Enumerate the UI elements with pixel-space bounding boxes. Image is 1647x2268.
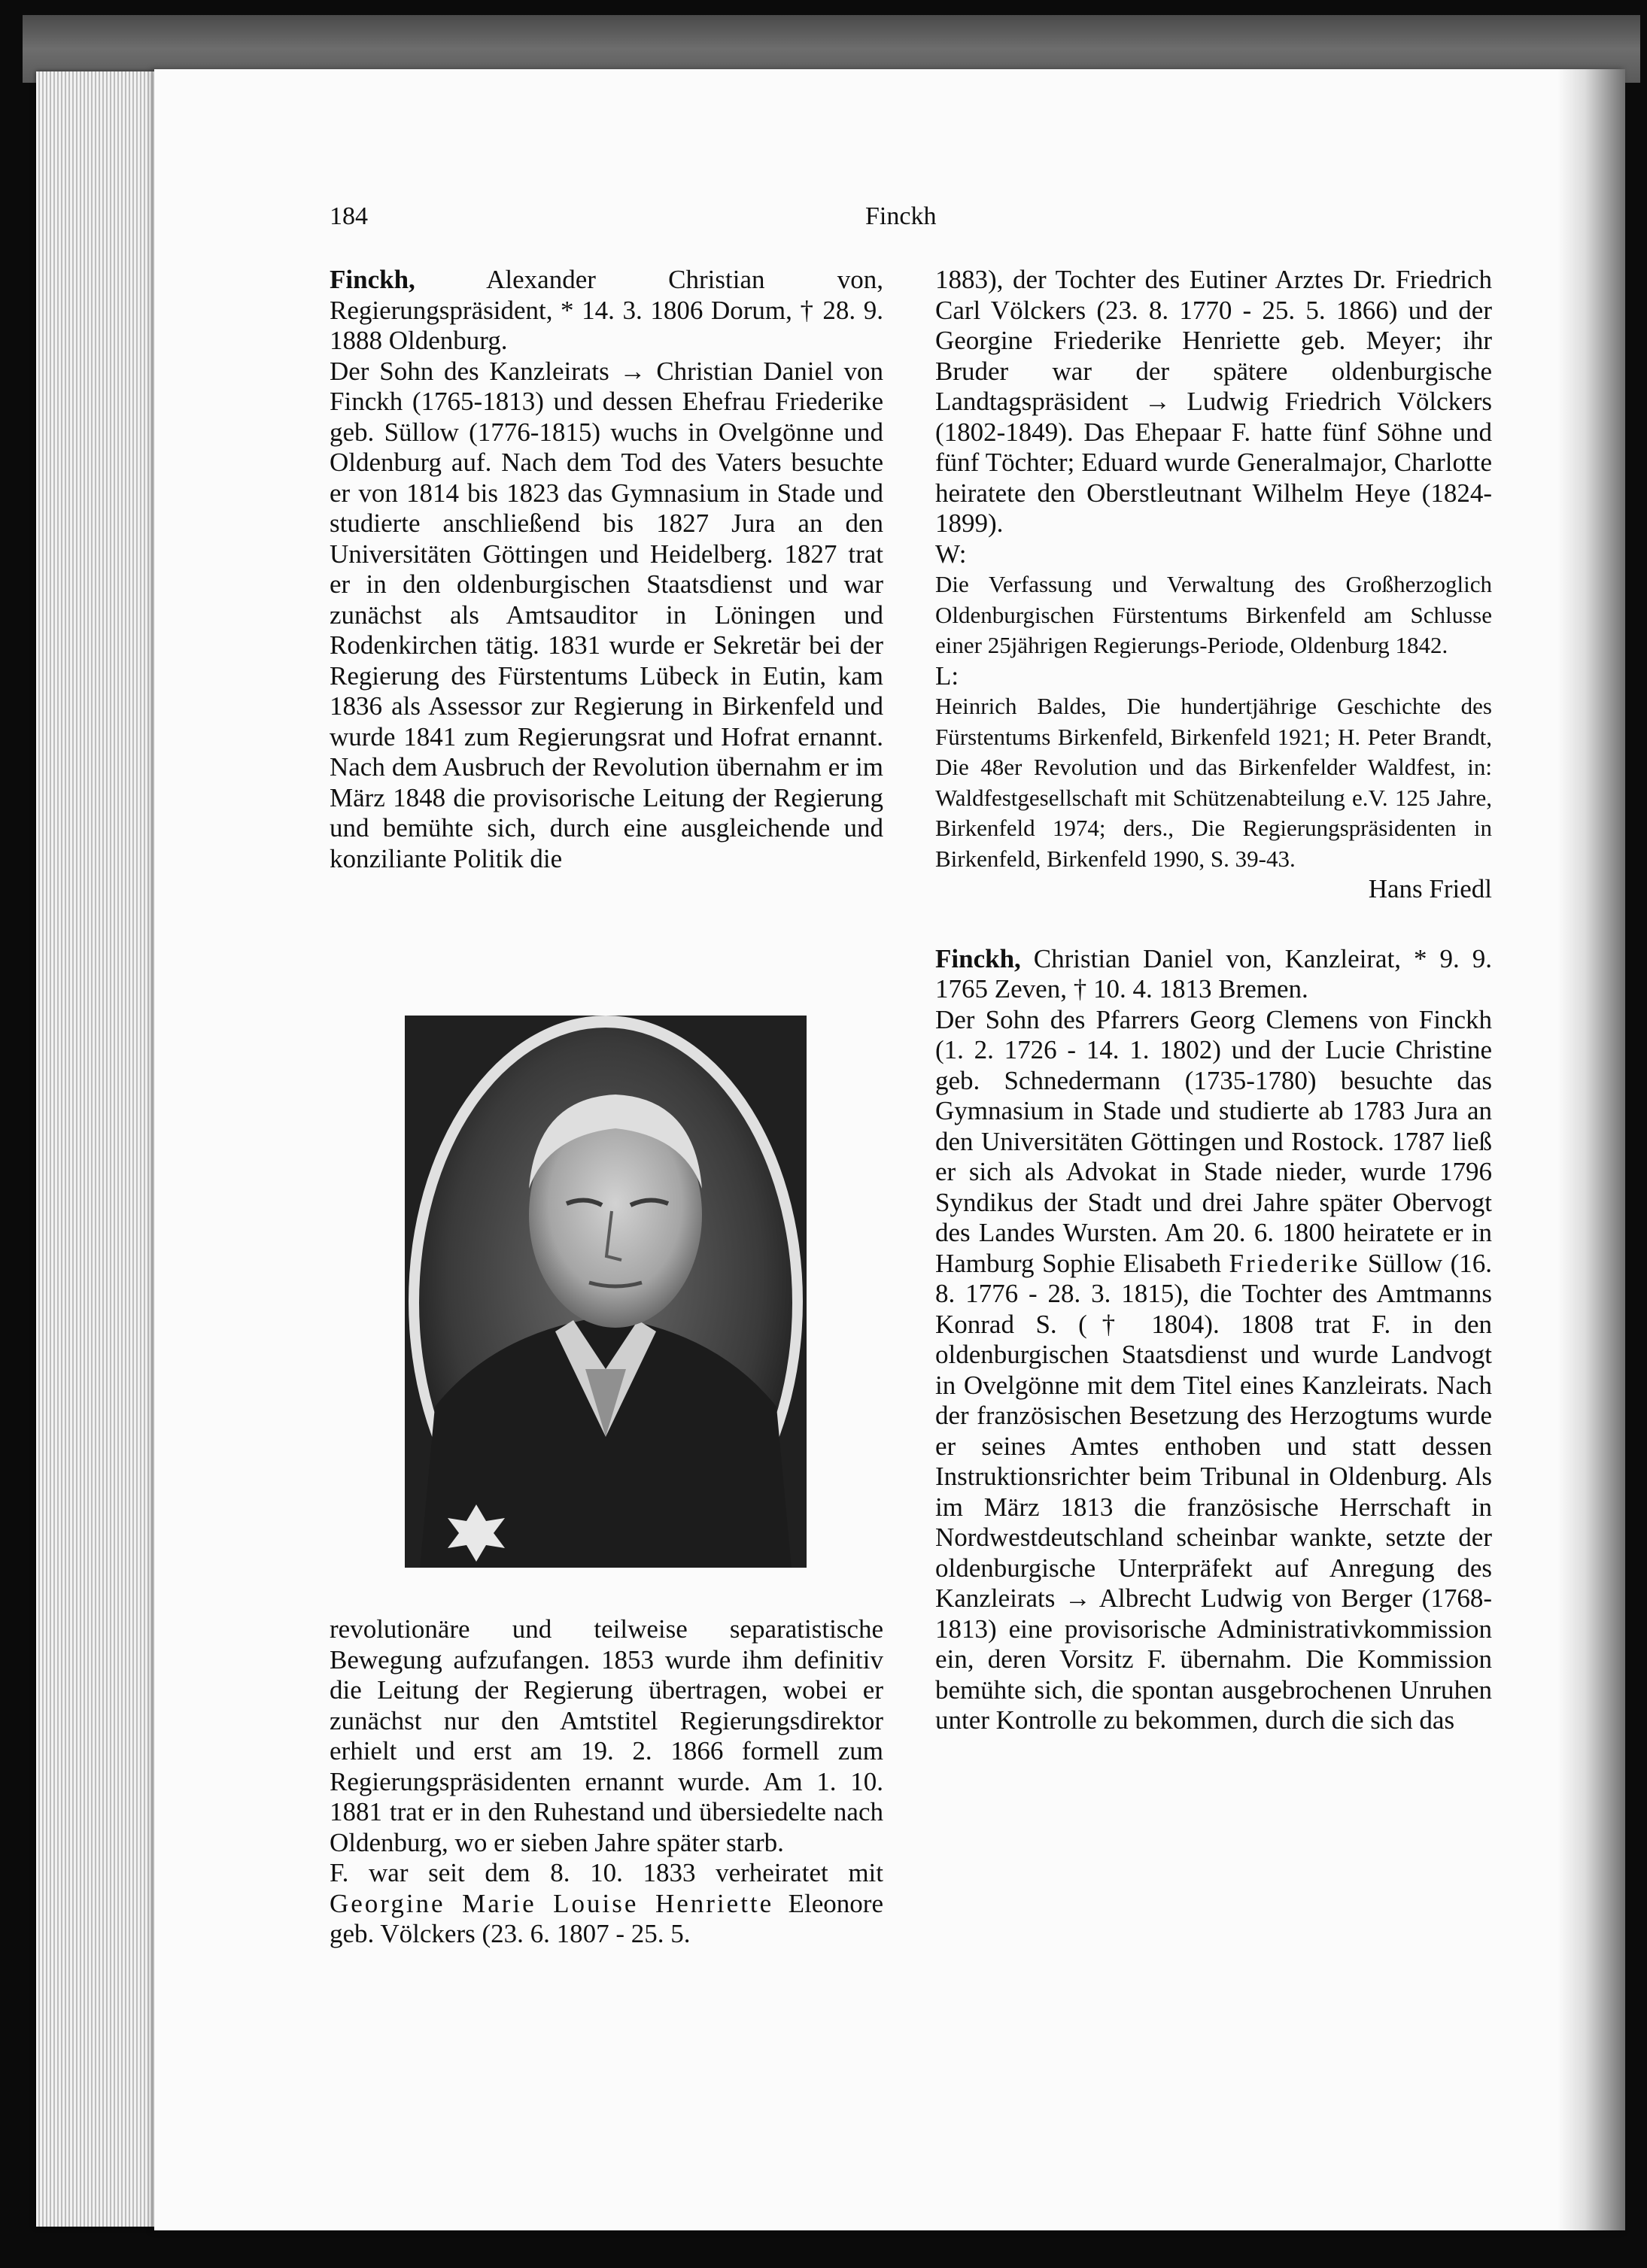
- portrait-image: [405, 1016, 807, 1568]
- page-edges: [36, 71, 156, 2227]
- page-number: 184: [330, 202, 368, 230]
- entry1-paragraph: Der Sohn des Kanzleirats → Christian Daniel von Finckh (1765-1813) und dessen Ehefrau Friederike geb. Süllow (1776-1815) wuchs in Ovelgönne und Oldenburg auf. Nach dem Tod des Vaters besuchte er von 1814 bis 1823 das Gymnasium in Stade und studierte anschließend bis 1827 Jura an den Universitäten Göttingen und Heidelberg. 1827 trat er in den oldenburgischen Staatsdienst und war zunächst als Amtsauditor in Löningen und Rodenkirchen tätig. 1831 wurde er Sekretär bei der Regierung des Fürstentums Lübeck in Eutin, kam 1836 als Assessor zur Regierung in Birkenfeld und wurde 1841 zum Regierungsrat und Hofrat ernannt. Nach dem Ausbruch der Revolution übernahm er im März 1848 die provisorische Leitung der Regierung und bemühte sich, durch eine ausgleichende und konziliante Politik die: [330, 356, 883, 873]
- works-label: W:: [935, 539, 967, 569]
- entry2-text-a: Der Sohn des Pfarrers Georg Clemens von Finckh (1. 2. 1726 - 14. 1. 1802) und der Lucie Christine geb. Schnedermann (1735-1780) besuchte das Gymnasium in Stade und studierte ab 1783 Jura an den Universitäten Göttingen und Rostock. 1787 ließ er sich als Advokat in Stade nieder, wurde 1796 Syndikus der Stadt und drei Jahre später Obervogt des Landes Wursten. Am 20. 6. 1800 heiratete er in Hamburg Sophie Elisabeth: [935, 1004, 1492, 1278]
- running-title: Finckh: [865, 202, 937, 230]
- entry-gap: [935, 905, 1492, 944]
- entry2-intro: Christian Daniel von, Kanzleirat, * 9. 9. 1765 Zeven, † 10. 4. 1813 Bremen.: [935, 943, 1492, 1003]
- portrait-photo: [405, 1016, 807, 1568]
- entry1-marriage-text-a: F. war seit dem 8. 10. 1833 verheiratet mit: [330, 1858, 883, 1887]
- entry2-paragraph: [935, 1005, 1492, 1736]
- entry1-intro: Alexander Christian von, Regierungspräsident, * 14. 3. 1806 Dorum, † 28. 9. 1888 Oldenburg.: [330, 265, 883, 355]
- left-column-top: [330, 265, 883, 874]
- entry1-marriage-cont: 1883), der Tochter des Eutiner Arztes Dr. Friedrich Carl Völckers (23. 8. 1770 - 25. 5. 1866) und der Georgine Friederike Henriette geb. Meyer; ihr Bruder war der spätere oldenburgische Landtagspräsident → Ludwig Friedrich Völckers (1802-1849). Das Ehepaar F. hatte fünf Söhne und fünf Töchter; Eduard wurde Generalmajor, Charlotte heiratete den Oberstleutnant Wilhelm Heye (1824-1899).: [935, 265, 1492, 538]
- entry1-heading: [330, 265, 883, 357]
- entry1-wife-name: Georgine Marie Louise Henriette: [330, 1888, 774, 1918]
- page-gutter-shadow: [1557, 69, 1625, 2230]
- entry2-heading: [935, 944, 1492, 1005]
- right-column: [935, 265, 1492, 1736]
- entry1-paragraph-cont: revolutionäre und teilweise separatistische Bewegung aufzufangen. 1853 wurde ihm definitiv die Leitung der Regierung übertragen, wobei er zunächst nur den Amtstitel Regierungsdirektor erhielt und erst am 19. 2. 1866 formell zum Regierungspräsidenten ernannt wurde. Am 1. 10. 1881 trat er in den Ruhestand und übersiedelte nach Oldenburg, wo er sieben Jahre später starb.: [330, 1614, 883, 1857]
- entry2-name: Finckh,: [935, 943, 1021, 973]
- left-column-bottom: [330, 1614, 883, 1950]
- works-text: Die Verfassung und Verwaltung des Großherzoglich Oldenburgischen Fürstentums Birkenfeld am Schlusse einer 25jährigen Regierungs-Periode, Oldenburg 1842.: [935, 571, 1492, 658]
- literature-text: Heinrich Baldes, Die hundertjährige Geschichte des Fürstentums Birkenfeld, Birkenfeld 1921; H. Peter Brandt, Die 48er Revolution und das Birkenfelder Waldfest, in: Waldfestgesellschaft mit Schützenabteilung e.V. 125 Jahre, Birkenfeld 1974; ders., Die Regierungspräsidenten in Birkenfeld, Birkenfeld 1990, S. 39-43.: [935, 693, 1492, 872]
- entry1-marriage-paragraph: [330, 1858, 883, 1950]
- entry2-text-b: Süllow (16. 8. 1776 - 28. 3. 1815), die Tochter des Amtmanns Konrad S. († 1804). 1808 trat F. in den oldenburgischen Staatsdienst und wurde Landvogt in Ovelgönne mit dem Titel eines Kanzleirats. Nach der französischen Besetzung des Herzogtums wurde er seines Amtes enthoben und statt dessen Instruktionsrichter beim Tribunal in Oldenburg. Als im März 1813 die französische Herrschaft in Nordwestdeutschland scheinbar wankte, setzte der oldenburgische Unterpräfekt auf Anregung des Kanzleirats → Albrecht Ludwig von Berger (1768-1813) eine provisorische Administrativkommission ein, deren Vorsitz F. übernahm. Die Kommission bemühte sich, die spontan ausgebrochenen Unruhen unter Kontrolle zu bekommen, durch die sich das: [935, 1248, 1492, 1735]
- author-signature: Hans Friedl: [1368, 874, 1492, 903]
- entry2-spaced-name: Friederike: [1229, 1248, 1360, 1278]
- entry1-marriage-text-b: Eleonore geb. Völckers (23. 6. 1807 - 25. 5.: [330, 1888, 883, 1948]
- literature-label: L:: [935, 660, 959, 691]
- entry1-name: Finckh,: [330, 265, 415, 294]
